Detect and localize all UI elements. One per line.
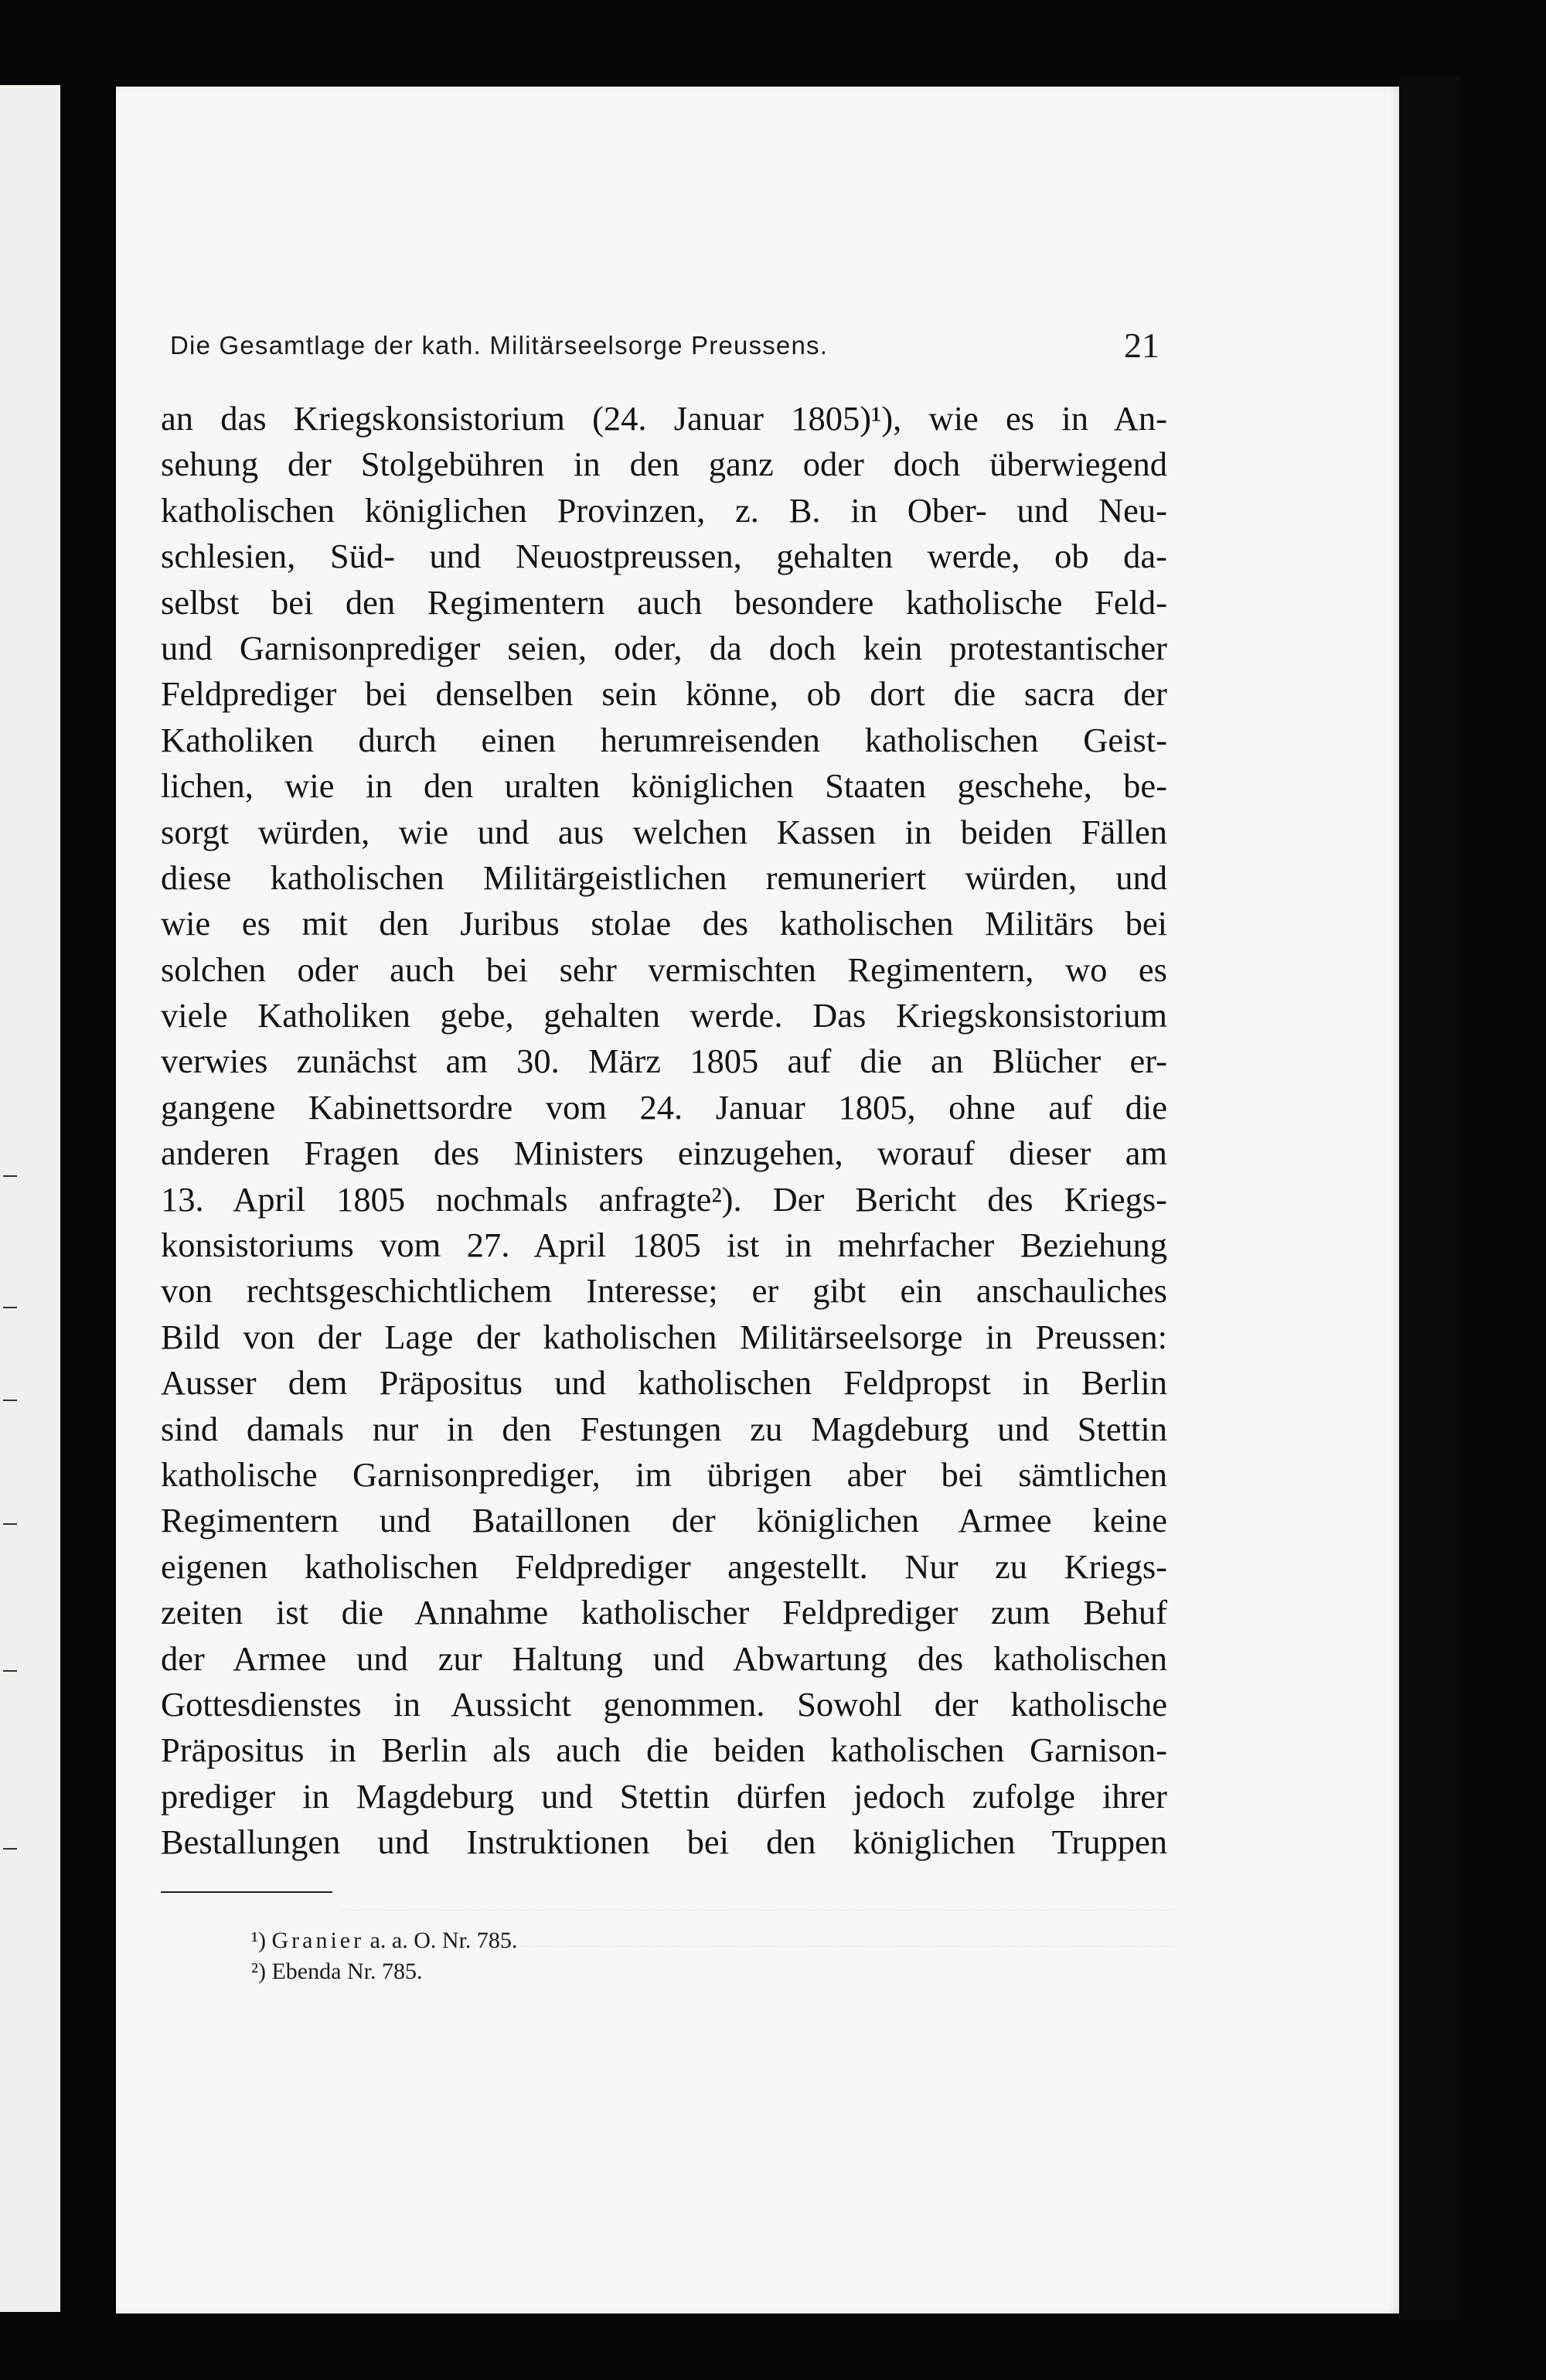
body-text bbox=[161, 396, 1167, 1866]
text-line: Feldprediger bei denselben sein könne, ob dort die sacra der bbox=[161, 674, 1167, 714]
text-line: prediger in Magdeburg und Stettin dürfen jedoch zufolge ihrer bbox=[161, 1776, 1167, 1816]
show-through-mark bbox=[3, 1175, 17, 1177]
text-line: Ausser dem Präpositus und katholischen Feldpropst in Berlin bbox=[161, 1363, 1167, 1403]
text-line: gangene Kabinettsordre vom 24. Januar 1805, ohne auf die bbox=[161, 1087, 1167, 1127]
text-line: an das Kriegskonsistorium (24. Januar 1805)¹), wie es in An- bbox=[161, 399, 1167, 438]
text-line: selbst bei den Regimentern auch besondere katholische Feld- bbox=[161, 582, 1167, 622]
show-through-mark bbox=[3, 1670, 17, 1672]
text-line: 13. April 1805 nochmals anfragte²). Der Bericht des Kriegs- bbox=[161, 1179, 1167, 1219]
text-line: lichen, wie in den uralten königlichen Staaten geschehe, be- bbox=[161, 766, 1167, 806]
text-line: der Armee und zur Haltung und Abwartung des katholischen bbox=[161, 1638, 1167, 1678]
text-line: schlesien, Süd- und Neuostpreussen, gehalten werde, ob da- bbox=[161, 537, 1167, 576]
footnote-mark: ²) bbox=[251, 1959, 272, 1984]
text-line: eigenen katholischen Feldprediger angestellt. Nur zu Kriegs- bbox=[161, 1546, 1167, 1586]
show-through-mark bbox=[3, 1307, 17, 1308]
text-line: konsistoriums vom 27. April 1805 ist in mehrfacher Beziehung bbox=[161, 1226, 1167, 1265]
text-line: katholische Garnisonprediger, im übrigen aber bei sämtlichen bbox=[161, 1454, 1167, 1494]
text-line: Gottesdienstes in Aussicht genommen. Sowohl der katholische bbox=[161, 1684, 1167, 1724]
text-line: viele Katholiken gebe, gehalten werde. Das Kriegskonsistorium bbox=[161, 996, 1167, 1035]
text-line: diese katholischen Militärgeistlichen remuneriert würden, und bbox=[161, 858, 1167, 897]
running-head: Die Gesamtlage der kath. Militärseelsorge Preussens. bbox=[170, 331, 829, 360]
show-through-mark bbox=[3, 1848, 17, 1850]
show-through-mark bbox=[3, 1400, 17, 1401]
text-line: sorgt würden, wie und aus welchen Kassen in beiden Fällen bbox=[161, 812, 1167, 851]
footnote-text: a. a. O. Nr. 785. bbox=[364, 1928, 518, 1953]
footnote-text: Ebenda Nr. 785. bbox=[271, 1959, 423, 1984]
text-line: Bild von der Lage der katholischen Militärseelsorge in Preussen: bbox=[161, 1317, 1167, 1356]
show-through-mark bbox=[3, 1523, 17, 1525]
text-line: Katholiken durch einen herumreisenden katholischen Geist- bbox=[161, 720, 1167, 759]
page-header bbox=[170, 325, 1160, 371]
footnote-author: Granier bbox=[271, 1928, 365, 1953]
footnotes bbox=[251, 1925, 947, 1987]
footnote-rule bbox=[161, 1891, 332, 1893]
text-line: von rechtsgeschichtlichem Interesse; er gibt ein anschauliches bbox=[161, 1271, 1167, 1311]
text-line: solchen oder auch bei sehr vermischten Regimentern, wo es bbox=[161, 950, 1167, 989]
page-number: 21 bbox=[1124, 326, 1160, 365]
text-line: anderen Fragen des Ministers einzugehen, worauf dieser am bbox=[161, 1134, 1167, 1173]
text-line: Regimentern und Bataillonen der königlichen Armee keine bbox=[161, 1501, 1167, 1540]
text-line: verwies zunächst am 30. März 1805 auf die an Blücher er- bbox=[161, 1042, 1167, 1081]
text-line: und Garnisonprediger seien, oder, da doch kein protestantischer bbox=[161, 628, 1167, 667]
text-line: wie es mit den Juribus stolae des katholischen Militärs bei bbox=[161, 904, 1167, 943]
text-line: katholischen königlichen Provinzen, z. B. in Ober- und Neu- bbox=[161, 490, 1167, 530]
footnote bbox=[251, 1925, 947, 1956]
binding-shadow bbox=[1399, 77, 1461, 2320]
text-line: Bestallungen und Instruktionen bei den königlichen Truppen bbox=[161, 1823, 1167, 1862]
footnote-mark: ¹) bbox=[251, 1928, 272, 1953]
text-line: Präpositus in Berlin als auch die beiden katholischen Garnison- bbox=[161, 1730, 1167, 1770]
text-line: sehung der Stolgebühren in den ganz oder doch überwiegend bbox=[161, 445, 1167, 484]
footnote bbox=[251, 1956, 947, 1987]
text-line: zeiten ist die Annahme katholischer Feldprediger zum Behuf bbox=[161, 1593, 1167, 1632]
text-line: sind damals nur in den Festungen zu Magdeburg und Stettin bbox=[161, 1409, 1167, 1448]
facing-page-edge bbox=[0, 85, 60, 2312]
